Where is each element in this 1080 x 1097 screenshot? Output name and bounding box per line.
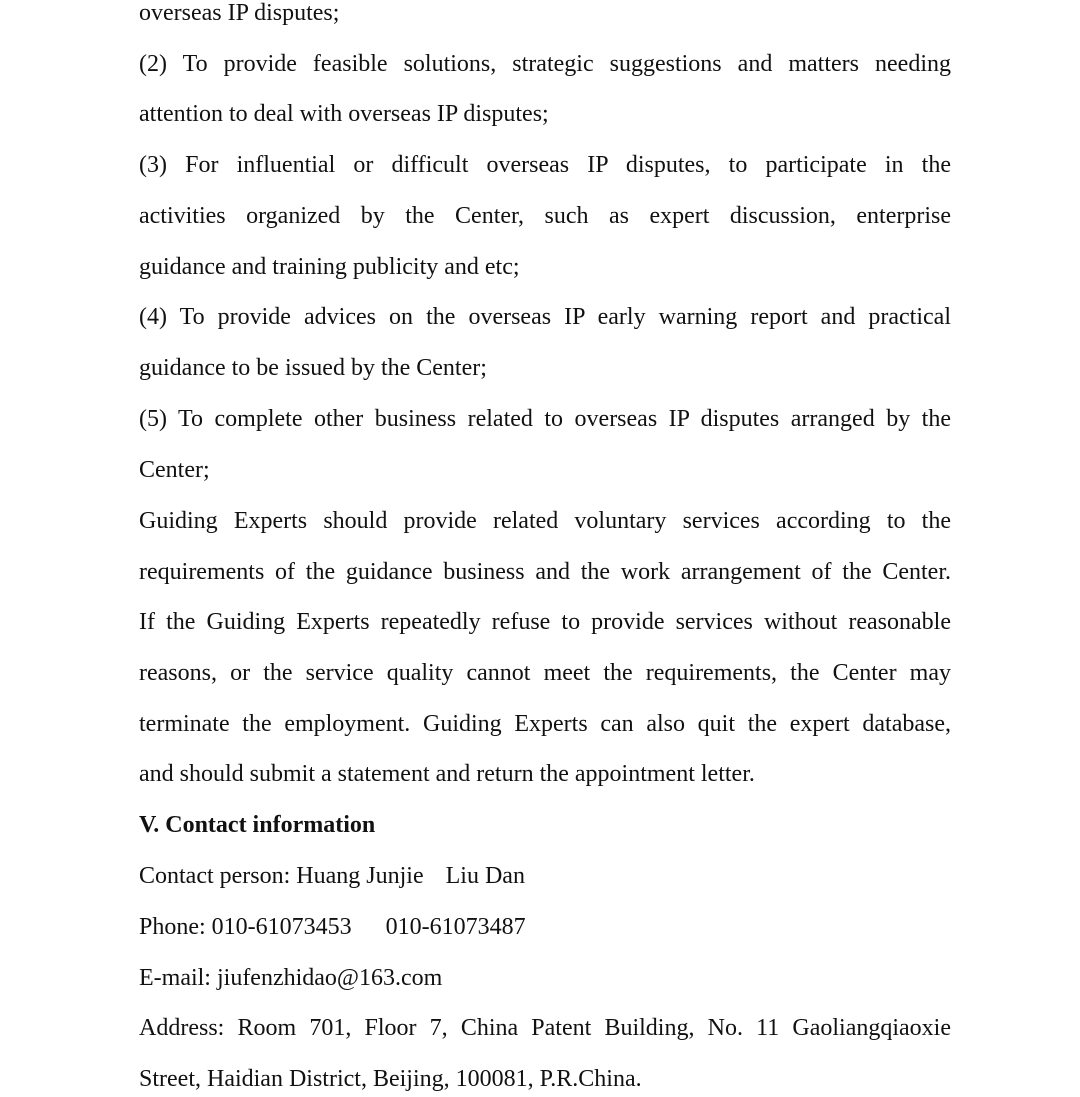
body-line: (2) To provide feasible solutions, strategic suggestions and matters needing — [139, 51, 951, 77]
body-line: guidance and training publicity and etc; — [139, 254, 520, 280]
body-line: guidance to be issued by the Center; — [139, 355, 487, 381]
email-line: E-mail: jiufenzhidao@163.com — [139, 965, 443, 991]
phone-line — [139, 912, 951, 942]
body-line: reasons, or the service quality cannot meet the requirements, the Center may — [139, 660, 951, 686]
body-line: requirements of the guidance business and the work arrangement of the Center. — [139, 559, 951, 585]
body-line: terminate the employment. Guiding Experts can also quit the expert database, — [139, 711, 951, 737]
body-line: and should submit a statement and return the appointment letter. — [139, 761, 755, 787]
body-line: (4) To provide advices on the overseas IP early warning report and practical — [139, 304, 951, 330]
address-line: Street, Haidian District, Beijing, 100081, P.R.China. — [139, 1066, 642, 1092]
contact-person-primary: Contact person: Huang Junjie — [139, 863, 424, 889]
phone-secondary: 010-61073487 — [385, 914, 526, 940]
body-line: activities organized by the Center, such as expert discussion, enterprise — [139, 203, 951, 229]
body-line: (3) For influential or difficult overseas IP disputes, to participate in the — [139, 152, 951, 178]
contact-person-secondary: Liu Dan — [445, 863, 525, 889]
body-line: If the Guiding Experts repeatedly refuse to provide services without reasonable — [139, 609, 951, 635]
section-heading: V. Contact information — [139, 812, 376, 838]
body-line: Guiding Experts should provide related voluntary services according to the — [139, 508, 951, 534]
body-line: (5) To complete other business related to overseas IP disputes arranged by the — [139, 406, 951, 432]
body-line: attention to deal with overseas IP disputes; — [139, 101, 549, 127]
contact-person-line — [139, 861, 951, 891]
body-line: Center; — [139, 457, 210, 483]
phone-primary: Phone: 010-61073453 — [139, 914, 352, 940]
address-line: Address: Room 701, Floor 7, China Patent Building, No. 11 Gaoliangqiaoxie — [139, 1015, 951, 1041]
body-line: overseas IP disputes; — [139, 0, 340, 26]
